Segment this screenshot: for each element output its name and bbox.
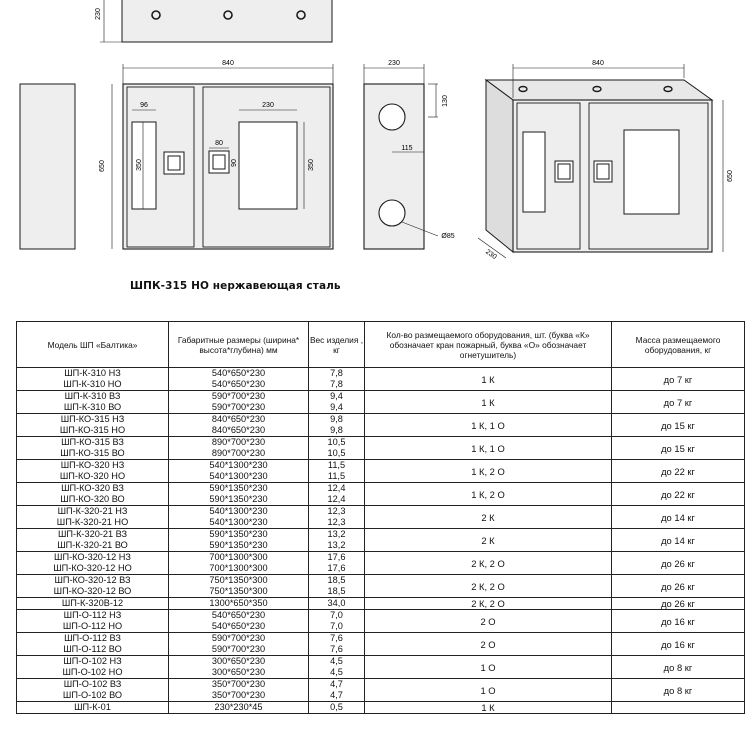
front-view [112,64,333,249]
dimensions-cell-line: 300*650*230 [211,667,266,677]
weight-cell [309,610,365,633]
model-cell-line: ШП-К-320-21 ВО [57,540,128,550]
model-cell-line: ШП-О-102 ВЗ [63,679,122,689]
table-row [17,702,745,714]
table-row [17,391,745,414]
dim-iso-height: 650 [727,170,734,182]
model-cell-line: ШП-О-102 НЗ [63,656,122,666]
dimensions-cell-line: 840*650*230 [211,414,266,424]
dimensions-cell-line: 590*1350*230 [209,483,268,493]
dimensions-cell-line: 540*1300*230 [209,517,268,527]
model-cell [17,575,169,598]
model-cell-line: ШП-КО-315 ВЗ [61,437,124,447]
mass-cell: до 16 кг [612,610,745,633]
model-cell [17,506,169,529]
weight-cell-line: 7,8 [330,368,343,378]
dim-front-width: 840 [222,60,234,67]
table-row [17,529,745,552]
weight-cell-line: 13,2 [327,540,346,550]
mass-cell: до 8 кг [612,679,745,702]
table-body [17,368,745,714]
table-row [17,414,745,437]
model-cell-line: ШП-К-320В-12 [61,598,124,608]
weight-cell [309,598,365,610]
dim-side-hole-diameter: Ø85 [441,233,455,240]
dimensions-cell [169,529,309,552]
weight-cell-line: 7,8 [330,379,343,389]
mass-cell: до 8 кг [612,656,745,679]
dimensions-cell-line: 700*1300*300 [209,563,268,573]
dimensions-cell-line: 590*700*230 [211,633,266,643]
dim-front-height: 650 [99,160,106,172]
dimensions-cell [169,702,309,714]
dim-iso-depth: 230 [484,248,498,261]
model-cell [17,437,169,460]
mass-cell: до 15 кг [612,414,745,437]
dim-right-window-height: 350 [308,159,315,171]
dimensions-cell-line: 890*700*230 [211,448,266,458]
dimensions-cell [169,391,309,414]
table-row [17,679,745,702]
dimensions-cell [169,575,309,598]
weight-cell-line: 7,0 [330,621,343,631]
model-cell [17,529,169,552]
model-cell-line: ШП-К-310 ВО [63,402,122,412]
weight-cell [309,529,365,552]
model-cell-line: ШП-КО-320 ВО [60,494,125,504]
model-cell-line: ШП-О-112 ВЗ [64,633,121,643]
model-cell [17,414,169,437]
weight-cell [309,437,365,460]
model-cell-line: ШП-КО-320-12 ВЗ [54,575,131,585]
dimensions-cell [169,679,309,702]
dim-iso-width: 840 [592,60,604,67]
equipment-cell: 1 К [365,702,612,714]
dimensions-cell-line: 540*1300*230 [209,506,268,516]
weight-cell [309,368,365,391]
dim-top-depth: 230 [95,8,102,20]
weight-cell-line: 7,6 [330,633,343,643]
dimensions-cell [169,460,309,483]
model-cell-line: ШП-КО-320-12 НЗ [54,552,131,562]
dimensions-cell-line: 300*650*230 [211,656,266,666]
weight-cell-line: 4,7 [330,690,343,700]
weight-cell-line: 10,5 [327,448,346,458]
equipment-cell: 1 К [365,368,612,391]
model-cell-line: ШП-О-112 ВО [63,644,122,654]
dim-side-depth: 230 [388,60,400,67]
dimensions-cell-line: 590*1350*230 [209,540,268,550]
model-cell-line: ШП-КО-320-12 НО [53,563,132,573]
dimensions-cell [169,414,309,437]
table-row [17,633,745,656]
model-cell [17,552,169,575]
mass-cell: до 26 кг [612,552,745,575]
dimensions-cell-line: 590*1350*230 [209,529,268,539]
equipment-cell: 2 К, 2 О [365,575,612,598]
equipment-cell: 1 О [365,656,612,679]
model-cell [17,483,169,506]
model-cell [17,460,169,483]
equipment-cell: 2 О [365,610,612,633]
weight-cell [309,414,365,437]
weight-cell-line: 13,2 [327,529,346,539]
equipment-cell: 2 К [365,506,612,529]
weight-cell [309,656,365,679]
weight-cell-line: 17,6 [327,552,346,562]
cabinet-drawings [0,0,750,300]
weight-cell-line: 12,4 [327,483,346,493]
dimensions-cell-line: 890*700*230 [211,437,266,447]
model-cell-line: ШП-КО-320 НЗ [60,460,125,470]
header-weight: Вес изделия , кг [309,322,365,368]
dimensions-cell [169,552,309,575]
equipment-cell: 1 К, 1 О [365,437,612,460]
weight-cell-line: 12,4 [327,494,346,504]
dimensions-cell-line: 540*1300*230 [209,460,268,470]
dimensions-cell-line: 230*230*45 [214,702,263,712]
mass-cell: до 7 кг [612,368,745,391]
weight-cell-line: 4,5 [330,656,343,666]
mass-cell: до 15 кг [612,437,745,460]
model-cell-line: ШП-К-310 ВЗ [64,391,121,401]
table-row [17,610,745,633]
mass-cell: до 22 кг [612,483,745,506]
model-cell-line: ШП-К-01 [74,702,111,712]
mass-cell: до 26 кг [612,598,745,610]
dimensions-cell-line: 540*650*230 [211,610,266,620]
model-cell [17,391,169,414]
model-cell-line: ШП-О-112 НЗ [63,610,122,620]
mass-cell: до 26 кг [612,575,745,598]
weight-cell-line: 9,8 [330,414,343,424]
model-cell-line: ШП-О-102 ВО [62,690,123,700]
equipment-cell: 2 К [365,529,612,552]
table-row [17,368,745,391]
weight-cell-line: 18,5 [327,575,346,585]
model-cell [17,598,169,610]
model-cell-line: ШП-О-102 НО [62,667,123,677]
mass-cell: до 7 кг [612,391,745,414]
weight-cell [309,702,365,714]
table-row [17,460,745,483]
table-row [17,552,745,575]
equipment-cell: 1 К, 2 О [365,460,612,483]
dimensions-cell-line: 350*700*230 [211,690,266,700]
dim-side-hole-offset: 115 [401,145,413,152]
dimensions-cell [169,368,309,391]
model-cell-line: ШП-К-320-21 ВЗ [57,529,128,539]
left-side-view [20,84,75,249]
weight-cell [309,575,365,598]
weight-cell [309,483,365,506]
mass-cell: до 14 кг [612,529,745,552]
header-mass: Масса размещаемого оборудования, кг [612,322,745,368]
dimensions-cell-line: 590*1350*230 [209,494,268,504]
table-row [17,598,745,610]
dim-left-window-width: 96 [140,102,148,109]
model-cell-line: ШП-КО-315 НО [59,425,126,435]
weight-cell-line: 0,5 [330,702,343,712]
header-equipment: Кол-во размещаемого оборудования, шт. (буква «К» обозначает кран пожарный, буква «О» обозначает огнетушитель) [365,322,612,368]
equipment-cell: 1 К [365,391,612,414]
weight-cell [309,633,365,656]
equipment-cell: 1 К, 2 О [365,483,612,506]
model-cell-line: ШП-К-310 НЗ [64,368,121,378]
model-cell [17,633,169,656]
weight-cell [309,679,365,702]
equipment-cell: 1 О [365,679,612,702]
model-cell-line: ШП-О-112 НО [62,621,123,631]
weight-cell-line: 7,6 [330,644,343,654]
dimensions-cell-line: 590*700*230 [211,644,266,654]
table-row [17,437,745,460]
weight-cell [309,391,365,414]
model-cell [17,656,169,679]
model-cell-line: ШП-КО-315 ВО [60,448,125,458]
dimensions-cell-line: 1300*650*350 [209,598,268,608]
table-header-row [17,322,745,368]
weight-cell-line: 4,7 [330,679,343,689]
dim-left-window-height: 350 [136,159,143,171]
model-cell [17,368,169,391]
header-dimensions: Габаритные размеры (ширина* высота*глубина) мм [169,322,309,368]
weight-cell-line: 17,6 [327,563,346,573]
dimensions-cell [169,656,309,679]
table-row [17,656,745,679]
equipment-cell: 2 К, 2 О [365,598,612,610]
weight-cell-line: 11,5 [327,471,346,481]
dimensions-cell-line: 350*700*230 [211,679,266,689]
dimensions-cell [169,610,309,633]
dimensions-cell-line: 700*1300*300 [209,552,268,562]
equipment-cell: 2 К, 2 О [365,552,612,575]
weight-cell [309,552,365,575]
weight-cell-line: 10,5 [327,437,346,447]
model-cell-line: ШП-КО-320-12 ВО [53,586,132,596]
weight-cell-line: 12,3 [327,506,346,516]
dimensions-cell-line: 590*700*230 [211,402,266,412]
equipment-cell: 2 О [365,633,612,656]
model-cell [17,679,169,702]
isometric-view [478,64,723,258]
weight-cell [309,460,365,483]
mass-cell [612,702,745,714]
dimensions-cell-line: 540*650*230 [211,368,266,378]
mass-cell: до 22 кг [612,460,745,483]
model-cell-line: ШП-К-310 НО [63,379,122,389]
header-model: Модель ШП «Балтика» [17,322,169,368]
model-cell-line: ШП-К-320-21 НЗ [57,506,128,516]
dimensions-cell [169,633,309,656]
weight-cell-line: 4,5 [330,667,343,677]
weight-cell-line: 7,0 [330,610,343,620]
table-row [17,506,745,529]
dimensions-cell-line: 750*1350*300 [209,586,268,596]
side-view [364,64,438,249]
model-cell-line: ШП-КО-320 НО [59,471,126,481]
specification-table [16,321,745,714]
dimensions-cell-line: 540*1300*230 [209,471,268,481]
mass-cell: до 14 кг [612,506,745,529]
dim-lock-width: 80 [215,140,223,147]
mass-cell: до 16 кг [612,633,745,656]
weight-cell-line: 11,5 [327,460,346,470]
drawing-title: ШПК-315 НО нержавеющая сталь [130,280,341,292]
dimensions-cell-line: 750*1350*300 [209,575,268,585]
weight-cell-line: 9,4 [330,391,343,401]
dimensions-cell-line: 540*650*230 [211,379,266,389]
equipment-cell: 1 К, 1 О [365,414,612,437]
model-cell-line: ШП-К-320-21 НО [56,517,129,527]
dim-lock-height: 90 [231,159,238,167]
weight-cell [309,506,365,529]
dimensions-cell [169,506,309,529]
weight-cell-line: 18,5 [327,586,346,596]
dim-side-hole-top: 130 [442,95,449,107]
dimensions-cell-line: 540*650*230 [211,621,266,631]
weight-cell-line: 9,4 [330,402,343,412]
dim-right-window-width: 230 [262,102,274,109]
table-row [17,483,745,506]
model-cell-line: ШП-КО-315 НЗ [60,414,125,424]
dimensions-cell [169,437,309,460]
weight-cell-line: 34,0 [327,598,346,608]
dimensions-cell [169,598,309,610]
top-view [100,0,332,42]
dimensions-cell [169,483,309,506]
table-row [17,575,745,598]
model-cell [17,610,169,633]
dimensions-cell-line: 590*700*230 [211,391,266,401]
dimensions-cell-line: 840*650*230 [211,425,266,435]
model-cell [17,702,169,714]
weight-cell-line: 9,8 [330,425,343,435]
model-cell-line: ШП-КО-320 ВЗ [61,483,124,493]
weight-cell-line: 12,3 [327,517,346,527]
